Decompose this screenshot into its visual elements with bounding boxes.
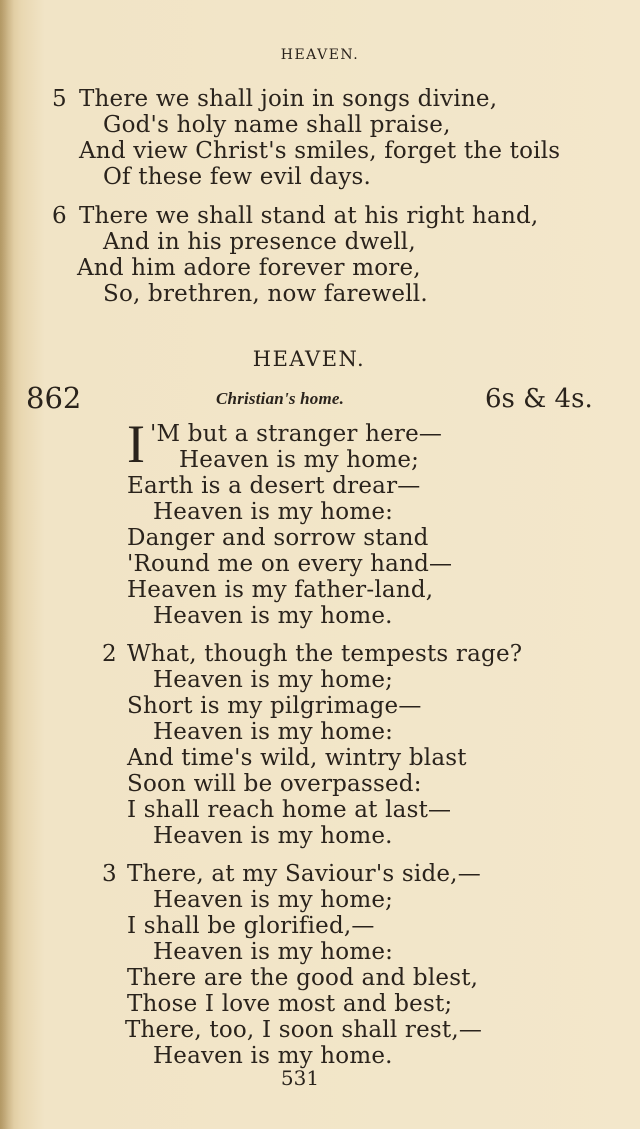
hymn-meter: 6s & 4s. bbox=[485, 384, 593, 414]
verse-line: There are the good and blest, bbox=[127, 965, 479, 991]
verse-line: 'Round me on every hand— bbox=[127, 551, 453, 577]
verse-line: Those I love most and best; bbox=[127, 991, 453, 1017]
drop-cap: I bbox=[127, 414, 145, 474]
verse-number: 3 bbox=[102, 861, 117, 887]
verse-line: Heaven is my home. bbox=[153, 823, 393, 849]
verse-line: Earth is a desert drear— bbox=[127, 473, 421, 499]
verse-number: 6 bbox=[52, 203, 67, 229]
verse-line: There we shall join in songs divine, bbox=[79, 86, 498, 112]
verse-number: 2 bbox=[102, 641, 117, 667]
page-spine-shadow bbox=[0, 0, 14, 1129]
verse-line: Soon will be overpassed: bbox=[127, 771, 422, 797]
verse-line: I shall reach home at last— bbox=[127, 797, 452, 823]
verse-line: There we shall stand at his right hand, bbox=[79, 203, 539, 229]
verse-line: I shall be glorified,— bbox=[127, 913, 375, 939]
section-title: HEAVEN. bbox=[252, 347, 366, 371]
verse-line: Heaven is my father-land, bbox=[127, 577, 434, 603]
verse-line: And view Christ's smiles, forget the toils bbox=[79, 138, 561, 164]
verse-line: 'M but a stranger here— bbox=[150, 421, 443, 447]
verse-line: Heaven is my home: bbox=[153, 939, 394, 965]
verse-line: There, too, I soon shall rest,— bbox=[125, 1017, 483, 1043]
verse-line: And in his presence dwell, bbox=[103, 229, 416, 255]
verse-line: Heaven is my home; bbox=[179, 447, 420, 473]
verse-line: And time's wild, wintry blast bbox=[127, 745, 467, 771]
verse-line: Heaven is my home. bbox=[153, 1043, 393, 1069]
verse-line: Of these few evil days. bbox=[103, 164, 371, 190]
verse-line: Heaven is my home: bbox=[153, 499, 394, 525]
verse-number: 5 bbox=[52, 86, 67, 112]
verse-line: God's holy name shall praise, bbox=[103, 112, 451, 138]
verse-line: Heaven is my home: bbox=[153, 719, 394, 745]
verse-line: And him adore forever more, bbox=[77, 255, 421, 281]
verse-line: There, at my Saviour's side,— bbox=[127, 861, 481, 887]
running-head: HEAVEN. bbox=[280, 47, 360, 63]
verse-line: Heaven is my home. bbox=[153, 603, 393, 629]
page-number: 531 bbox=[280, 1066, 320, 1090]
hymn-number: 862 bbox=[26, 381, 82, 415]
verse-line: Short is my pilgrimage— bbox=[127, 693, 422, 719]
verse-line: What, though the tempests rage? bbox=[127, 641, 523, 667]
hymn-subtitle: Christian's home. bbox=[216, 389, 345, 408]
verse-line: Heaven is my home; bbox=[153, 887, 394, 913]
verse-line: So, brethren, now farewell. bbox=[103, 281, 428, 307]
verse-line: Heaven is my home; bbox=[153, 667, 394, 693]
verse-line: Danger and sorrow stand bbox=[127, 525, 429, 551]
